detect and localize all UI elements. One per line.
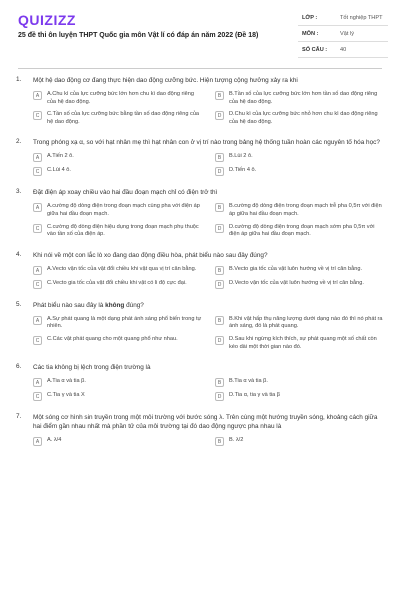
option-d[interactable] xyxy=(215,392,385,401)
option-letter-badge: C xyxy=(33,392,42,401)
question-number: 3. xyxy=(16,188,22,196)
option-letter-badge: B xyxy=(215,316,224,325)
option-b[interactable] xyxy=(215,91,385,106)
meta-value: Vật lý xyxy=(340,31,354,37)
question-number: 2. xyxy=(16,138,22,146)
option-letter-badge: D xyxy=(215,167,224,176)
option-c[interactable] xyxy=(33,280,203,289)
option-letter-badge: B xyxy=(215,203,224,212)
meta-row-subject xyxy=(298,26,388,42)
option-c[interactable] xyxy=(33,336,203,351)
option-b[interactable] xyxy=(215,316,385,331)
header-divider xyxy=(18,68,382,69)
question-text: Trong phóng xạ α, so với hạt nhân mẹ thì hạt nhân con ở vị trí nào trong bảng hệ thống tuần hoàn các nguyên tố hóa học? xyxy=(33,139,380,147)
worksheet-header xyxy=(0,0,400,62)
option-letter-badge: D xyxy=(215,336,224,345)
question-text xyxy=(33,301,384,310)
answer-options xyxy=(33,316,384,351)
question-text: Khi nói về một con lắc lò xo đang dao động điều hòa, phát biểu nào sau đây đúng? xyxy=(33,251,268,259)
option-c[interactable] xyxy=(33,111,203,126)
question-5 xyxy=(16,301,384,351)
meta-label: MÔN : xyxy=(302,31,319,37)
option-text: B. λ/2 xyxy=(229,437,244,444)
option-letter-badge: B xyxy=(215,378,224,387)
option-letter-badge: C xyxy=(33,224,42,233)
question-text-before: Phát biểu nào sau đây là xyxy=(33,301,106,309)
option-letter-badge: B xyxy=(215,437,224,446)
worksheet-title: 25 đề thi ôn luyện THPT Quốc gia môn Vật lí có đáp án năm 2022 (Đề 18) xyxy=(18,32,259,39)
question-text: Các tia không bị lệch trong điện trường là xyxy=(33,364,151,372)
option-text: A.Sự phát quang là một dạng phát ánh sáng phổ biến trong tự nhiên. xyxy=(47,315,202,330)
question-list xyxy=(0,76,400,458)
option-a[interactable] xyxy=(33,316,203,331)
question-text: Đặt điện áp xoay chiều vào hai đầu đoạn mạch chỉ có điện trở thì xyxy=(33,189,218,197)
answer-options xyxy=(33,203,384,238)
option-d[interactable] xyxy=(215,111,385,126)
question-text-after: đúng? xyxy=(124,301,144,309)
option-text: B.Lùi 2 ô. xyxy=(229,153,253,160)
option-a[interactable] xyxy=(33,203,203,218)
option-d[interactable] xyxy=(215,280,385,289)
option-text: C.Tia γ và tia X xyxy=(47,392,85,399)
question-4 xyxy=(16,251,384,289)
question-number: 7. xyxy=(16,413,22,421)
option-letter-badge: A xyxy=(33,91,42,100)
option-text: D.cường độ dòng điện trong đoạn mạch sớm pha 0,5π với điện áp giữa hai đầu đoạn mạch. xyxy=(229,223,375,238)
question-number: 6. xyxy=(16,363,22,371)
option-a[interactable] xyxy=(33,266,203,275)
question-number: 4. xyxy=(16,250,22,258)
option-text: D.Tia α, tia γ và tia β xyxy=(229,392,281,399)
option-letter-badge: A xyxy=(33,153,42,162)
option-d[interactable] xyxy=(215,224,385,239)
answer-options xyxy=(33,378,384,401)
option-text: A.Vecto vận tốc của vật đổi chiều khi vật qua vị trí cân bằng. xyxy=(47,265,197,272)
option-text: C.Lùi 4 ô. xyxy=(47,167,71,174)
option-text: C.Vecto gia tốc của vật đổi chiều khi vật có li độ cực đại. xyxy=(47,279,187,286)
option-text: D.Vecto vận tốc của vật luôn hướng về vị trí cân bằng. xyxy=(229,279,364,286)
meta-label: LỚP : xyxy=(302,15,318,21)
option-letter-badge: A xyxy=(33,378,42,387)
option-text: B.cường độ dòng điện trong đoạn mạch trễ pha 0,5π với điện áp giữa hai đầu đoạn mạch. xyxy=(229,203,382,217)
question-7 xyxy=(16,413,384,446)
option-text: A.Chu kì của lực cưỡng bức lớn hơn chu kì dao động riêng của hệ dao động. xyxy=(47,91,194,105)
option-a[interactable] xyxy=(33,378,203,387)
option-letter-badge: D xyxy=(215,392,224,401)
quizizz-logo: QUIZIZZ xyxy=(18,12,76,28)
question-text-emphasis: không xyxy=(105,301,125,309)
option-text: B.Khi vật hấp thụ năng lượng dưới dạng nào đó thì nó phát ra ánh sáng, đó là phát quang. xyxy=(229,315,383,330)
option-text: C.Tần số của lực cưỡng bức bằng tần số dao động riêng của hệ dao động. xyxy=(47,111,200,125)
question-6 xyxy=(16,363,384,401)
option-c[interactable] xyxy=(33,167,203,176)
option-letter-badge: B xyxy=(215,153,224,162)
option-letter-badge: A xyxy=(33,316,42,325)
question-text: Một sóng cơ hình sin truyền trong một môi trường với bước sóng λ. Trên cùng một hướng truyền sóng, khoảng cách giữa hai điểm gần nhau nhất mà phần tử của môi trường tại đó dao động ngược pha nhau là xyxy=(33,414,378,431)
option-text: C.cường độ dòng điện hiệu dụng trong đoạn mạch phụ thuộc vào tần số của điện áp. xyxy=(47,223,199,238)
option-a[interactable] xyxy=(33,153,203,162)
option-b[interactable] xyxy=(215,153,385,162)
option-letter-badge: B xyxy=(215,91,224,100)
option-b[interactable] xyxy=(215,437,385,446)
option-text: B.Tần số của lực cưỡng bức lớn hơn tần số dao động riêng của hệ dao động. xyxy=(229,91,378,105)
option-letter-badge: A xyxy=(33,437,42,446)
option-d[interactable] xyxy=(215,167,385,176)
option-text: A. λ/4 xyxy=(47,437,62,444)
option-c[interactable] xyxy=(33,392,203,401)
meta-table xyxy=(298,10,388,58)
question-3 xyxy=(16,188,384,238)
meta-row-count xyxy=(298,42,388,58)
option-text: A.Tiến 2 ô. xyxy=(47,153,74,160)
meta-value: Tốt nghiệp THPT xyxy=(340,15,383,21)
option-letter-badge: C xyxy=(33,336,42,345)
answer-options xyxy=(33,153,384,176)
option-text: B.Vecto gia tốc của vật luôn hướng về vị trí cân bằng. xyxy=(229,265,363,272)
answer-options xyxy=(33,266,384,289)
option-letter-badge: A xyxy=(33,266,42,275)
question-number: 5. xyxy=(16,300,22,308)
option-text: D.Sau khi ngừng kích thích, sự phát quang một số chất còn kéo dài một thời gian nào đó. xyxy=(229,335,377,350)
option-a[interactable] xyxy=(33,91,203,106)
option-b[interactable] xyxy=(215,266,385,275)
question-number: 1. xyxy=(16,76,22,83)
question-2 xyxy=(16,138,384,176)
option-text: A.Tia α và tia β. xyxy=(47,378,86,385)
option-letter-badge: B xyxy=(215,266,224,275)
question-text: Một hệ dao động cơ đang thực hiện dao động cưỡng bức. Hiện tượng cộng hưởng xảy ra khi xyxy=(33,77,298,84)
option-b[interactable] xyxy=(215,378,385,387)
option-letter-badge: C xyxy=(33,167,42,176)
question-1 xyxy=(16,76,384,126)
meta-value: 40 xyxy=(340,47,347,53)
option-text: C.Các vật phát quang cho một quang phổ như nhau. xyxy=(47,335,178,342)
option-a[interactable] xyxy=(33,437,203,446)
option-b[interactable] xyxy=(215,203,385,218)
option-text: B.Tia α và tia β. xyxy=(229,378,268,385)
option-c[interactable] xyxy=(33,224,203,239)
option-d[interactable] xyxy=(215,336,385,351)
answer-options xyxy=(33,91,384,126)
option-text: D.Chu kì của lực cưỡng bức nhỏ hơn chu kì dao động riêng của hệ dao động. xyxy=(229,111,378,125)
option-text: A.cường độ dòng điện trong đoạn mạch cùng pha với điện áp giữa hai đầu đoạn mạch. xyxy=(47,203,200,217)
option-letter-badge: C xyxy=(33,111,42,120)
option-letter-badge: C xyxy=(33,280,42,289)
meta-row-class xyxy=(298,10,388,26)
meta-label: SỐ CÂU : xyxy=(302,47,328,53)
option-letter-badge: D xyxy=(215,224,224,233)
answer-options xyxy=(33,437,384,446)
option-letter-badge: A xyxy=(33,203,42,212)
option-letter-badge: D xyxy=(215,111,224,120)
option-text: D.Tiến 4 ô. xyxy=(229,167,257,174)
option-letter-badge: D xyxy=(215,280,224,289)
